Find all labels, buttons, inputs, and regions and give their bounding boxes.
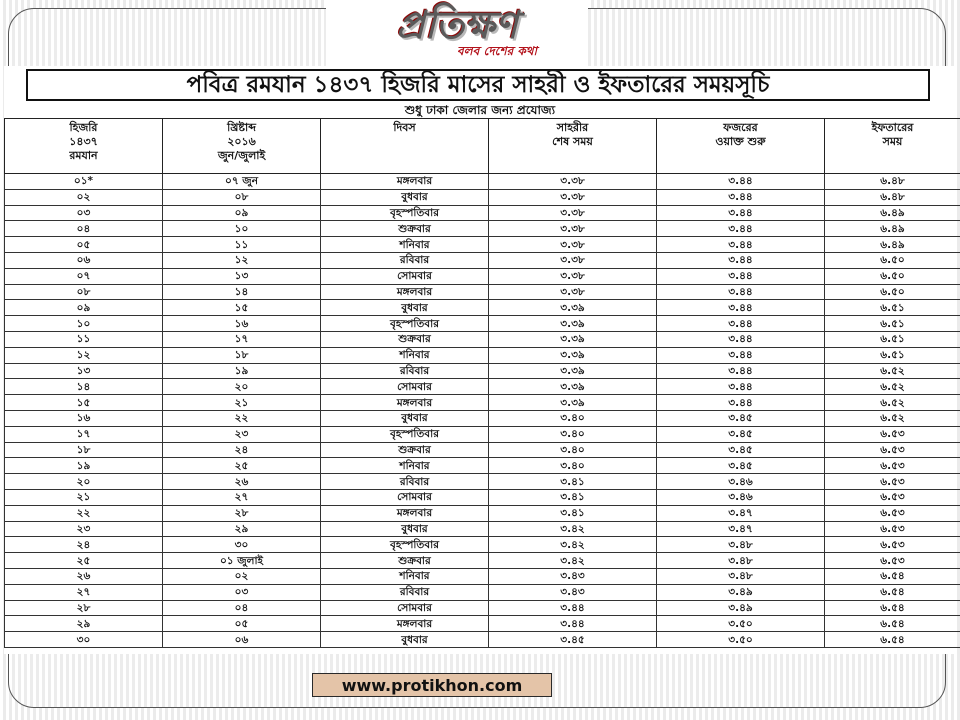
fajr-start-cell: ৩.৪৫ [657,426,825,442]
iftar-time-cell: ৬.৫১ [825,300,960,316]
gregorian-date-cell: ১৮ [163,347,321,363]
iftar-time-cell: ৬.৫৪ [825,584,960,600]
iftar-time-cell: ৬.৫১ [825,347,960,363]
fajr-start-cell: ৩.৪৪ [657,347,825,363]
fajr-start-cell: ৩.৪৭ [657,521,825,537]
hijri-date-cell: ০৬ [5,252,163,268]
sehri-end-cell: ৩.৩৮ [489,174,657,190]
table-row [5,426,960,442]
fajr-start-cell: ৩.৪৪ [657,300,825,316]
gregorian-date-cell: ২৯ [163,521,321,537]
hijri-date-cell: ৩০ [5,632,163,648]
gregorian-date-cell: ২৭ [163,489,321,505]
sehri-end-cell: ৩.৪২ [489,521,657,537]
iftar-time-cell: ৬.৫২ [825,395,960,411]
weekday-cell: রবিবার [321,474,489,490]
header-fajr-start: ফজরের ওয়াক্ত শুরু [657,119,825,174]
hijri-date-cell: ০১* [5,174,163,190]
hijri-date-cell: ১০ [5,316,163,332]
iftar-time-cell: ৬.৪৯ [825,221,960,237]
table-row [5,489,960,505]
gregorian-date-cell: ০৯ [163,205,321,221]
iftar-time-cell: ৬.৫৩ [825,505,960,521]
hijri-date-cell: ২৫ [5,553,163,569]
table-row [5,347,960,363]
table-row [5,568,960,584]
weekday-cell: মঙ্গলবার [321,395,489,411]
fajr-start-cell: ৩.৪৫ [657,410,825,426]
fajr-start-cell: ৩.৪৪ [657,331,825,347]
fajr-start-cell: ৩.৪৪ [657,237,825,253]
weekday-cell: সোমবার [321,600,489,616]
gregorian-date-cell: ০৮ [163,189,321,205]
table-row [5,584,960,600]
iftar-time-cell: ৬.৫৩ [825,474,960,490]
gregorian-date-cell: ০১ জুলাই [163,553,321,569]
fajr-start-cell: ৩.৪৪ [657,284,825,300]
weekday-cell: বুধবার [321,189,489,205]
hijri-date-cell: ২৭ [5,584,163,600]
ramadan-schedule-table [4,118,960,648]
weekday-cell: মঙ্গলবার [321,505,489,521]
iftar-time-cell: ৬.৫৪ [825,632,960,648]
weekday-cell: রবিবার [321,363,489,379]
hijri-date-cell: ০৪ [5,221,163,237]
gregorian-date-cell: ২২ [163,410,321,426]
iftar-time-cell: ৬.৫৩ [825,458,960,474]
fajr-start-cell: ৩.৪৪ [657,189,825,205]
table-row [5,189,960,205]
weekday-cell: বৃহস্পতিবার [321,426,489,442]
hijri-date-cell: ০৫ [5,237,163,253]
fajr-start-cell: ৩.৪৪ [657,316,825,332]
iftar-time-cell: ৬.৫০ [825,252,960,268]
gregorian-date-cell: ২৮ [163,505,321,521]
gregorian-date-cell: ০৬ [163,632,321,648]
iftar-time-cell: ৬.৫১ [825,331,960,347]
fajr-start-cell: ৩.৪৫ [657,458,825,474]
table-row [5,395,960,411]
sehri-end-cell: ৩.৩৯ [489,395,657,411]
sehri-end-cell: ৩.৩৮ [489,205,657,221]
gregorian-date-cell: ০২ [163,568,321,584]
weekday-cell: শনিবার [321,237,489,253]
weekday-cell: বৃহস্পতিবার [321,537,489,553]
iftar-time-cell: ৬.৪৮ [825,189,960,205]
weekday-cell: শুক্রবার [321,442,489,458]
iftar-time-cell: ৬.৪৯ [825,205,960,221]
iftar-time-cell: ৬.৪৯ [825,237,960,253]
table-row [5,237,960,253]
weekday-cell: বৃহস্পতিবার [321,316,489,332]
weekday-cell: মঙ্গলবার [321,616,489,632]
gregorian-date-cell: ২১ [163,395,321,411]
table-row [5,284,960,300]
gregorian-date-cell: ১৯ [163,363,321,379]
header-gregorian-date: খ্রিষ্টাব্দ ২০১৬ জুন/জুলাই [163,119,321,174]
weekday-cell: রবিবার [321,252,489,268]
sehri-end-cell: ৩.৪১ [489,474,657,490]
table-row [5,505,960,521]
hijri-date-cell: ১৮ [5,442,163,458]
gregorian-date-cell: ২০ [163,379,321,395]
gregorian-date-cell: ০৭ জুন [163,174,321,190]
hijri-date-cell: ২৮ [5,600,163,616]
fajr-start-cell: ৩.৪৪ [657,221,825,237]
weekday-cell: শনিবার [321,347,489,363]
weekday-cell: শনিবার [321,458,489,474]
iftar-time-cell: ৬.৫০ [825,284,960,300]
iftar-time-cell: ৬.৫৩ [825,537,960,553]
weekday-cell: বুধবার [321,632,489,648]
fajr-start-cell: ৩.৪৮ [657,537,825,553]
hijri-date-cell: ১৯ [5,458,163,474]
table-row [5,221,960,237]
table-row [5,474,960,490]
iftar-time-cell: ৬.৫২ [825,410,960,426]
fajr-start-cell: ৩.৪৮ [657,568,825,584]
weekday-cell: সোমবার [321,489,489,505]
weekday-cell: রবিবার [321,584,489,600]
hijri-date-cell: ১৫ [5,395,163,411]
sehri-end-cell: ৩.৩৯ [489,347,657,363]
sehri-end-cell: ৩.৪০ [489,426,657,442]
table-row [5,331,960,347]
header-sehri-end: সাহরীর শেষ সময় [489,119,657,174]
iftar-time-cell: ৬.৫৩ [825,442,960,458]
table-row [5,458,960,474]
table-row [5,363,960,379]
gregorian-date-cell: ৩০ [163,537,321,553]
gregorian-date-cell: ১৩ [163,268,321,284]
weekday-cell: বুধবার [321,300,489,316]
weekday-cell: সোমবার [321,379,489,395]
table-row [5,268,960,284]
sehri-end-cell: ৩.৩৮ [489,189,657,205]
hijri-date-cell: ১৪ [5,379,163,395]
table-header-row [5,119,960,174]
hijri-date-cell: ০৩ [5,205,163,221]
fajr-start-cell: ৩.৪৯ [657,600,825,616]
gregorian-date-cell: ২৬ [163,474,321,490]
sehri-end-cell: ৩.৩৯ [489,363,657,379]
hijri-date-cell: ১৩ [5,363,163,379]
sehri-end-cell: ৩.৩৮ [489,284,657,300]
table-row [5,537,960,553]
hijri-date-cell: ২১ [5,489,163,505]
gregorian-date-cell: ১৪ [163,284,321,300]
logo [326,0,588,66]
sehri-end-cell: ৩.৩৯ [489,300,657,316]
iftar-time-cell: ৬.৪৮ [825,174,960,190]
gregorian-date-cell: ২৩ [163,426,321,442]
gregorian-date-cell: ১০ [163,221,321,237]
weekday-cell: শুক্রবার [321,331,489,347]
fajr-start-cell: ৩.৪৬ [657,474,825,490]
iftar-time-cell: ৬.৫৩ [825,426,960,442]
weekday-cell: সোমবার [321,268,489,284]
sehri-end-cell: ৩.৪৪ [489,616,657,632]
table-row [5,205,960,221]
table-row [5,316,960,332]
weekday-cell: মঙ্গলবার [321,284,489,300]
table-row [5,632,960,648]
iftar-time-cell: ৬.৫৩ [825,553,960,569]
schedule-sheet [4,66,956,654]
fajr-start-cell: ৩.৪৪ [657,205,825,221]
fajr-start-cell: ৩.৪৪ [657,174,825,190]
header-weekday: দিবস [321,119,489,174]
hijri-date-cell: ১২ [5,347,163,363]
gregorian-date-cell: ০৫ [163,616,321,632]
fajr-start-cell: ৩.৪৪ [657,395,825,411]
fajr-start-cell: ৩.৪৪ [657,379,825,395]
fajr-start-cell: ৩.৫০ [657,632,825,648]
hijri-date-cell: ০৮ [5,284,163,300]
gregorian-date-cell: ০৪ [163,600,321,616]
table-row [5,553,960,569]
fajr-start-cell: ৩.৪৫ [657,442,825,458]
weekday-cell: শুক্রবার [321,221,489,237]
hijri-date-cell: ২৩ [5,521,163,537]
fajr-start-cell: ৩.৪৪ [657,268,825,284]
table-row [5,379,960,395]
sehri-end-cell: ৩.৩৮ [489,252,657,268]
gregorian-date-cell: ১২ [163,252,321,268]
hijri-date-cell: ২৯ [5,616,163,632]
sehri-end-cell: ৩.৪২ [489,553,657,569]
sehri-end-cell: ৩.৪০ [489,442,657,458]
sehri-end-cell: ৩.৪১ [489,505,657,521]
fajr-start-cell: ৩.৫০ [657,616,825,632]
weekday-cell: বৃহস্পতিবার [321,205,489,221]
table-row [5,442,960,458]
weekday-cell: বুধবার [321,410,489,426]
table-row [5,174,960,190]
hijri-date-cell: ১১ [5,331,163,347]
table-row [5,521,960,537]
table-row [5,300,960,316]
fajr-start-cell: ৩.৪৬ [657,489,825,505]
table-row [5,600,960,616]
gregorian-date-cell: ২৪ [163,442,321,458]
hijri-date-cell: ০৭ [5,268,163,284]
sehri-end-cell: ৩.৪০ [489,410,657,426]
table-row [5,252,960,268]
hijri-date-cell: ০৯ [5,300,163,316]
iftar-time-cell: ৬.৫৪ [825,600,960,616]
iftar-time-cell: ৬.৫২ [825,363,960,379]
sehri-end-cell: ৩.৩৯ [489,316,657,332]
sehri-end-cell: ৩.৪৩ [489,584,657,600]
fajr-start-cell: ৩.৪৭ [657,505,825,521]
fajr-start-cell: ৩.৪৪ [657,252,825,268]
iftar-time-cell: ৬.৫৩ [825,521,960,537]
sehri-end-cell: ৩.৪৩ [489,568,657,584]
iftar-time-cell: ৬.৫২ [825,379,960,395]
logo-name: প্রতিক্ষণ [396,2,518,47]
gregorian-date-cell: ১৭ [163,331,321,347]
iftar-time-cell: ৬.৫৪ [825,568,960,584]
sehri-end-cell: ৩.৩৮ [489,221,657,237]
logo-tagline: বলব দেশের কথা [457,44,537,58]
hijri-date-cell: ১৬ [5,410,163,426]
iftar-time-cell: ৬.৫৩ [825,489,960,505]
hijri-date-cell: ২৬ [5,568,163,584]
gregorian-date-cell: ২৫ [163,458,321,474]
hijri-date-cell: ২০ [5,474,163,490]
sehri-end-cell: ৩.৪২ [489,537,657,553]
hijri-date-cell: ০২ [5,189,163,205]
iftar-time-cell: ৬.৫৪ [825,616,960,632]
gregorian-date-cell: ১৫ [163,300,321,316]
iftar-time-cell: ৬.৫০ [825,268,960,284]
fajr-start-cell: ৩.৪৪ [657,363,825,379]
weekday-cell: শুক্রবার [321,553,489,569]
table-row [5,616,960,632]
schedule-title: পবিত্র রমযান ১৪৩৭ হিজরি মাসের সাহরী ও ইফতারের সময়সূচি [26,69,930,101]
hijri-date-cell: ২২ [5,505,163,521]
hijri-date-cell: ২৪ [5,537,163,553]
sehri-end-cell: ৩.৪১ [489,489,657,505]
sehri-end-cell: ৩.৩৮ [489,268,657,284]
fajr-start-cell: ৩.৪৯ [657,584,825,600]
header-hijri-date: হিজরি ১৪৩৭ রমযান [5,119,163,174]
schedule-subtitle: শুধু ঢাকা জেলার জন্য প্রযোজ্য [404,103,556,117]
iftar-time-cell: ৬.৫১ [825,316,960,332]
sehri-end-cell: ৩.৪৫ [489,632,657,648]
gregorian-date-cell: ১১ [163,237,321,253]
table-row [5,410,960,426]
sehri-end-cell: ৩.৪৪ [489,600,657,616]
sehri-end-cell: ৩.৪০ [489,458,657,474]
website-url[interactable]: www.protikhon.com [312,673,552,697]
weekday-cell: মঙ্গলবার [321,174,489,190]
sehri-end-cell: ৩.৩৯ [489,331,657,347]
hijri-date-cell: ১৭ [5,426,163,442]
weekday-cell: বুধবার [321,521,489,537]
fajr-start-cell: ৩.৪৮ [657,553,825,569]
sehri-end-cell: ৩.৩৮ [489,237,657,253]
gregorian-date-cell: ১৬ [163,316,321,332]
sehri-end-cell: ৩.৩৯ [489,379,657,395]
weekday-cell: শনিবার [321,568,489,584]
gregorian-date-cell: ০৩ [163,584,321,600]
header-iftar-time: ইফতারের সময় [825,119,960,174]
